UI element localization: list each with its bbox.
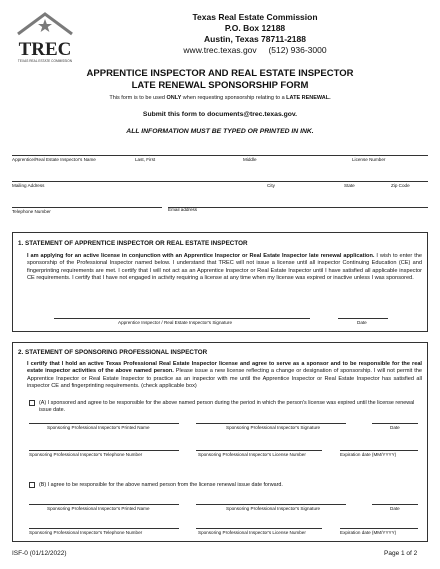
name-line[interactable] <box>12 155 428 156</box>
a-date-label: Date <box>390 425 400 430</box>
middle-label: Middle <box>243 157 257 162</box>
a-license-line[interactable] <box>196 450 322 451</box>
b-telephone-label: Sponsoring Professional Inspector's Telephone Number <box>29 530 143 535</box>
a-printed-name-line[interactable] <box>29 423 179 424</box>
section-2-statement <box>27 361 422 390</box>
section-2-heading: 2. STATEMENT OF SPONSORING PROFESSIONAL INSPECTOR <box>18 349 208 356</box>
a-printed-name-label: Sponsoring Professional Inspector's Printed Name <box>47 425 150 430</box>
a-expiration-label: Expiration date (MM/YYYY) <box>340 452 397 457</box>
agency-box: P.O. Box 12188 <box>224 23 286 33</box>
a-expiration-line[interactable] <box>340 450 418 451</box>
applicant-date-label: Date <box>357 320 367 325</box>
section-2-body: Please issue a new license reflecting a change or designation of sponsorship. I will not permit the Apprentice Inspector or Real Estate Inspector to practice as an inspector with me until the Apprentice Inspector or Real Estate Inspector has satisfied all inspector CE and fingerprinting requirements. (check applicable box) <box>27 368 422 389</box>
logo-text: TREC <box>18 39 72 60</box>
b-printed-name-line[interactable] <box>29 504 179 505</box>
note-only: ONLY <box>166 95 182 101</box>
form-title <box>20 68 420 92</box>
ink-instruction: ALL INFORMATION MUST BE TYPED OR PRINTED IN INK. <box>126 128 314 135</box>
agency-header <box>140 12 370 56</box>
b-printed-name-label: Sponsoring Professional Inspector's Printed Name <box>47 506 150 511</box>
b-license-label: Sponsoring Professional Inspector's License Number <box>198 530 306 535</box>
submit-instruction: Submit this form to documents@trec.texas.gov. <box>142 111 298 118</box>
form-usage-note <box>20 95 420 101</box>
a-signature-label: Sponsoring Professional Inspector's Signature <box>226 425 321 430</box>
a-telephone-line[interactable] <box>29 450 179 451</box>
telephone-line[interactable] <box>12 207 162 208</box>
b-license-line[interactable] <box>196 528 322 529</box>
section-1-body: I wish to enter the sponsorship of the Professional Inspector named below. I understand that TREC will not issue a license until all inspector Continuing Education (CE) and fingerprinting requirements are met. I certify that I will not act as an Apprentice Inspector or Real Estate Inspector until I have satisfied all applicable inspector CE requirements. I certify that I have not engaged in activity requiring a license at any time when my license was expired or inactive unless I was sponsored. <box>27 253 422 281</box>
b-expiration-label: Expiration date (MM/YYYY) <box>340 530 397 535</box>
option-b-checkbox[interactable] <box>29 482 35 488</box>
city-label: City <box>267 183 275 188</box>
state-label: State <box>344 183 355 188</box>
logo-subtext: TEXAS REAL ESTATE COMMISSION <box>17 59 73 63</box>
option-a-checkbox[interactable] <box>29 400 35 406</box>
address-line[interactable] <box>12 181 428 182</box>
section-1-statement <box>27 253 422 282</box>
mailing-address-label: Mailing Address <box>12 183 45 188</box>
section-1-lead: I am applying for an active license in conjunction with an Apprentice Inspector or Real Estate Inspector late renewal application. <box>27 253 375 259</box>
email-line[interactable] <box>168 207 428 208</box>
note-part: when requesting sponsorship relating to a <box>181 95 287 101</box>
b-signature-label: Sponsoring Professional Inspector's Signature <box>226 506 321 511</box>
note-late-renewal: LATE RENEWAL. <box>286 95 331 101</box>
a-date-line[interactable] <box>372 423 418 424</box>
page-number: Page 1 of 2 <box>384 550 418 557</box>
zip-label: Zip Code <box>391 183 410 188</box>
section-2-lead: I certify that I hold an active Texas Professional Real Estate Inspector license and agree to serve as a sponsor and to be responsible for the real estate inspector activities of the above named person. <box>27 361 422 375</box>
section-1-heading: 1. STATEMENT OF APPRENTICE INSPECTOR OR REAL ESTATE INSPECTOR <box>18 240 248 247</box>
applicant-date-line[interactable] <box>338 318 388 319</box>
b-date-label: Date <box>390 506 400 511</box>
b-signature-line[interactable] <box>196 504 346 505</box>
name-label: Apprentice/Real Estate Inspector's Name <box>12 157 96 162</box>
last-first-label: Last, First <box>135 157 156 162</box>
a-telephone-label: Sponsoring Professional Inspector's Telephone Number <box>29 452 143 457</box>
b-telephone-line[interactable] <box>29 528 179 529</box>
form-id: ISF-0 (01/12/2022) <box>12 550 67 557</box>
agency-contact: www.trec.texas.gov (512) 936-3000 <box>183 45 327 55</box>
form-title-line1: APPRENTICE INSPECTOR AND REAL ESTATE INSPECTOR <box>86 68 354 79</box>
trec-logo <box>10 10 80 66</box>
option-b-text: (B) I agree to be responsible for the above named person from the license renewal issue date forward. <box>39 482 283 488</box>
email-label: Email address <box>168 207 198 212</box>
agency-city: Austin, Texas 78711-2188 <box>204 34 306 44</box>
applicant-signature-line[interactable] <box>54 318 310 319</box>
option-a-text: (A) I sponsored and agree to be responsible for the above named person during the period in which the person's license was expired until the license renewal issue date. <box>39 400 415 413</box>
license-number-label: License Number <box>352 157 386 162</box>
form-title-line2: LATE RENEWAL SPONSORSHIP FORM <box>131 80 309 91</box>
b-date-line[interactable] <box>372 504 418 505</box>
note-part: This form is to be used <box>109 95 167 101</box>
telephone-label: Telephone Number <box>12 209 51 214</box>
a-license-label: Sponsoring Professional Inspector's License Number <box>198 452 306 457</box>
applicant-signature-label: Apprentice Inspector / Real Estate Inspector's Signature <box>118 320 232 325</box>
agency-name: Texas Real Estate Commission <box>192 12 318 22</box>
a-signature-line[interactable] <box>196 423 346 424</box>
b-expiration-line[interactable] <box>340 528 418 529</box>
